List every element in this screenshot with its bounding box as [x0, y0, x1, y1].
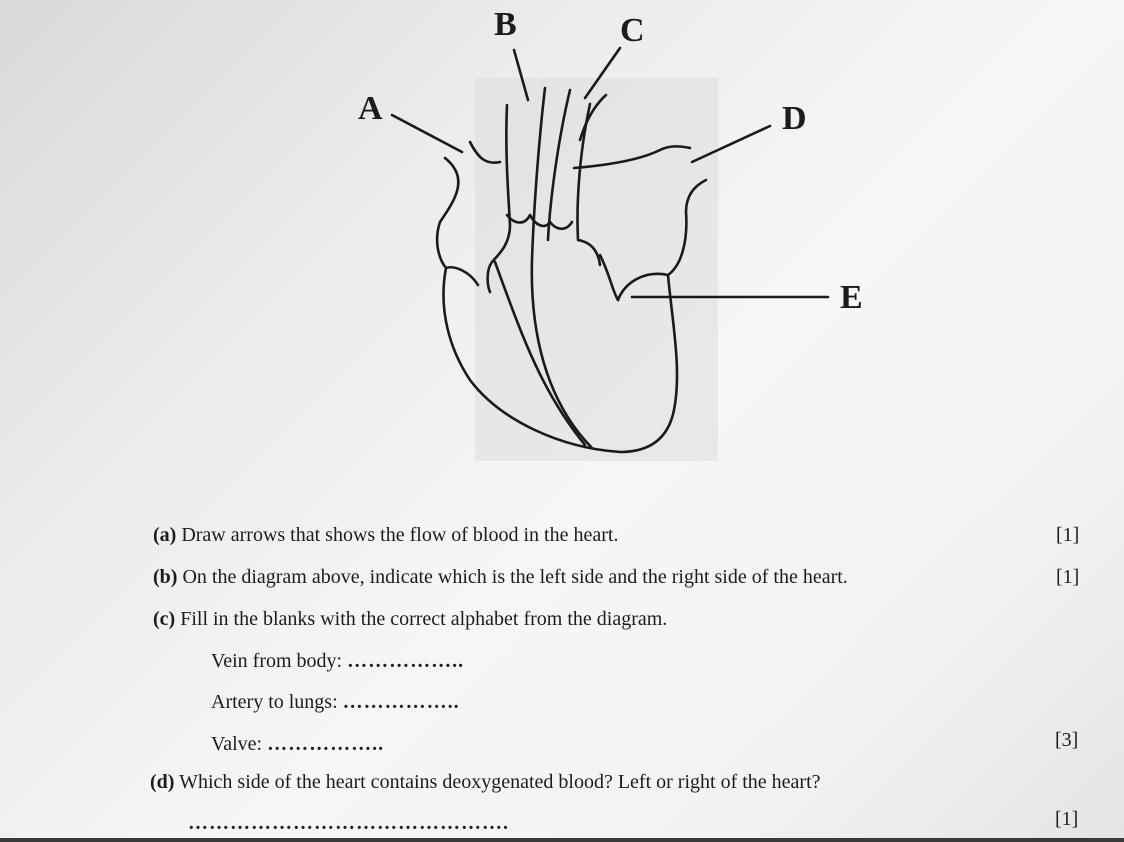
screen-bottom-edge [0, 838, 1124, 842]
label-e: E [840, 279, 863, 316]
blank-vein-line[interactable]: …………….. [347, 650, 465, 672]
label-d: D [782, 100, 807, 137]
vessel-central-3 [548, 90, 570, 240]
blank-valve [211, 733, 384, 756]
question-b-marks: [1] [1056, 566, 1080, 588]
left-atrium-line [446, 267, 478, 285]
question-d-letter: (d) [150, 771, 175, 793]
blank-valve-label: Valve: [211, 733, 263, 755]
question-b-letter: (b) [153, 566, 178, 588]
heart-outline [437, 158, 706, 452]
label-b: B [494, 6, 517, 43]
question-a-marks: [1] [1056, 524, 1080, 546]
answer-line[interactable]: ………………………………………. [188, 812, 509, 834]
label-a: A [358, 90, 383, 127]
vessel-central-1 [488, 105, 510, 292]
question-d-answer-line[interactable] [188, 812, 509, 835]
leader-line-b [514, 50, 528, 100]
leader-line-d [692, 126, 770, 162]
blank-vein-label: Vein from body: [211, 650, 343, 672]
vessel-curl [470, 142, 500, 163]
leader-line-c [585, 48, 620, 98]
question-d-text: Which side of the heart contains deoxygenated blood? Left or right of the heart? [179, 771, 821, 793]
question-a-text: Draw arrows that shows the flow of blood in the heart. [181, 524, 619, 546]
blank-valve-line[interactable]: …………….. [267, 733, 385, 755]
question-b-text: On the diagram above, indicate which is the left side and the right side of the heart. [182, 566, 848, 588]
label-c: C [620, 12, 645, 49]
question-d-marks: [1] [1055, 808, 1079, 830]
question-a [153, 524, 618, 547]
question-c-letter: (c) [153, 608, 176, 630]
question-d [150, 771, 821, 794]
question-b [153, 566, 848, 589]
vessel-to-d-upper [574, 146, 690, 168]
valve-curve [600, 255, 618, 300]
blank-artery-label: Artery to lungs: [211, 691, 338, 713]
question-c-text: Fill in the blanks with the correct alphabet from the diagram. [180, 608, 668, 630]
blank-vein-from-body [211, 650, 464, 673]
blank-artery-line[interactable]: …………….. [342, 691, 460, 713]
vessel-central-4 [578, 104, 601, 265]
blank-artery-to-lungs [211, 691, 460, 714]
leader-line-a [392, 115, 462, 152]
question-a-letter: (a) [153, 524, 177, 546]
vessel-joint [507, 215, 572, 229]
question-c-marks: [3] [1055, 729, 1079, 751]
question-c [153, 608, 667, 631]
